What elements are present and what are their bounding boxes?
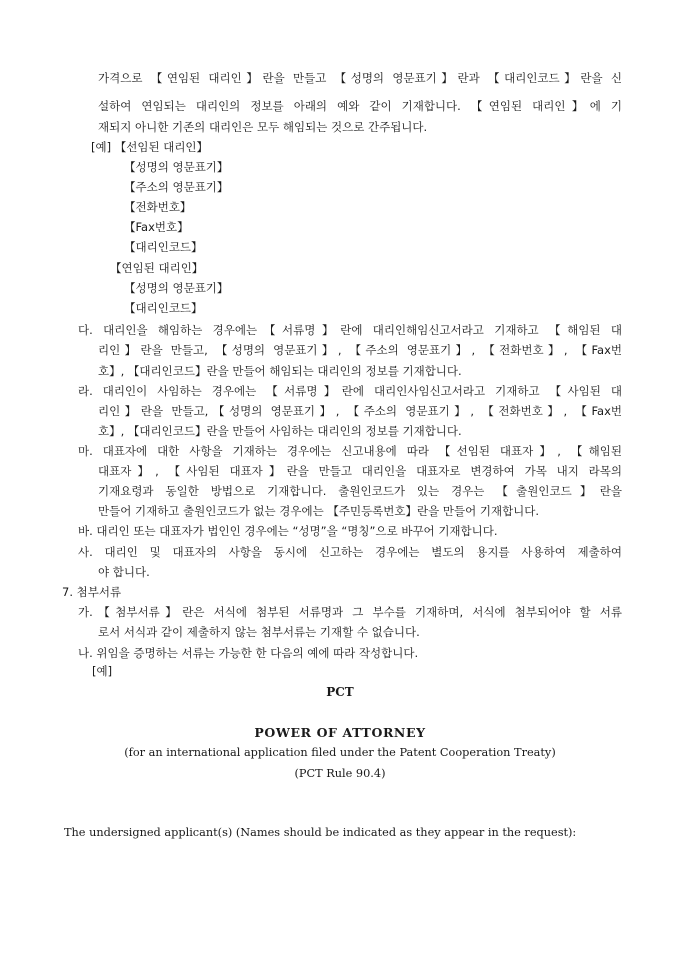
example-item: 【성명의 영문표기】 [124, 160, 229, 174]
item-ma-line: 대표자】, 【사임된 대표자】란을 만들고 대리인을 대표자로 변경하여 가목 내지 라목의 [98, 464, 622, 478]
form-title: POWER OF ATTORNEY [254, 725, 426, 740]
item-ma-line: 기재요령과 동일한 방법으로 기재합니다. 출원인코드가 있는 경우는 【출원인코드】란을 [98, 484, 622, 498]
item-sa-line: 사. 대리인 및 대표자의 사항을 동시에 신고하는 경우에는 별도의 용지를 사용하여 제출하여 [78, 545, 622, 559]
form-header: PCT [326, 685, 354, 699]
paragraph-line: 가격으로 【연임된 대리인】란을 만들고 【성명의 영문표기】란과 【대리인코드】란을 신 [98, 71, 622, 85]
example-label: [예] [92, 664, 113, 678]
example-item: 【주소의 영문표기】 [124, 180, 229, 194]
example-item: 【Fax번호】 [124, 220, 189, 234]
example-label: [예] 【선임된 대리인】 [91, 140, 209, 154]
form-subtitle: (for an international application filed under the Patent Cooperation Treaty) [124, 746, 556, 759]
example-sub-label: 【연임된 대리인】 [110, 261, 204, 275]
example-item: 【성명의 영문표기】 [124, 281, 229, 295]
item-ra-line: 호】, 【대리인코드】란을 만들어 사임하는 대리인의 정보를 기재합니다. [98, 424, 462, 438]
item-ma-line: 마. 대표자에 대한 사항을 기재하는 경우에는 신고내용에 따라 【선임된 대표자】, 【해임된 [78, 444, 622, 458]
item-ra-line: 라. 대리인이 사임하는 경우에는 【서류명】란에 대리인사임신고서라고 기재하고 【사임된 대 [78, 384, 622, 398]
section-heading: 7. 첨부서류 [62, 585, 122, 599]
form-rule: (PCT Rule 90.4) [294, 767, 386, 780]
example-item: 【대리인코드】 [124, 301, 203, 315]
item-ra-line: 리인】란을 만들고,【성명의 영문표기】, 【주소의 영문표기】, 【전화번호】, 【Fax번 [98, 404, 622, 418]
item-da-line: 호】, 【대리인코드】란을 만들어 해임되는 대리인의 정보를 기재합니다. [98, 364, 462, 378]
item-da-line: 다. 대리인을 해임하는 경우에는【서류명】란에 대리인해임신고서라고 기재하고 【해임된 대 [78, 323, 622, 337]
item-sa-line: 야 합니다. [98, 565, 150, 579]
paragraph-line: 재되지 아니한 기존의 대리인은 모두 해임되는 것으로 간주됩니다. [98, 120, 428, 134]
item-ga-line: 로서 서식과 같이 제출하지 않는 첨부서류는 기재할 수 없습니다. [98, 625, 420, 639]
item-na-line: 나. 위임을 증명하는 서류는 가능한 한 다음의 예에 따라 작성합니다. [78, 646, 419, 660]
item-ba-line: 바. 대리인 또는 대표자가 법인인 경우에는 “성명”을 “명칭”으로 바꾸어 기재합니다. [78, 524, 498, 538]
paragraph-line: 설하여 연임되는 대리인의 정보를 아래의 예와 같이 기재합니다. 【연임된 대리인】에 기 [98, 99, 622, 113]
applicant-line: The undersigned applicant(s) (Names should be indicated as they appear in the request): [64, 826, 577, 839]
example-item: 【전화번호】 [124, 200, 192, 214]
item-da-line: 리인】란을 만들고, 【성명의 영문표기】, 【주소의 영문표기】, 【전화번호】, 【Fax번 [98, 343, 622, 357]
item-ma-line: 만들어 기재하고 출원인코드가 없는 경우에는 【주민등록번호】란을 만들어 기재합니다. [98, 504, 540, 518]
item-ga-line: 가.【첨부서류】란은 서식에 첨부된 서류명과 그 부수를 기재하며, 서식에 첨부되어야 할 서류 [78, 605, 622, 619]
example-item: 【대리인코드】 [124, 240, 203, 254]
